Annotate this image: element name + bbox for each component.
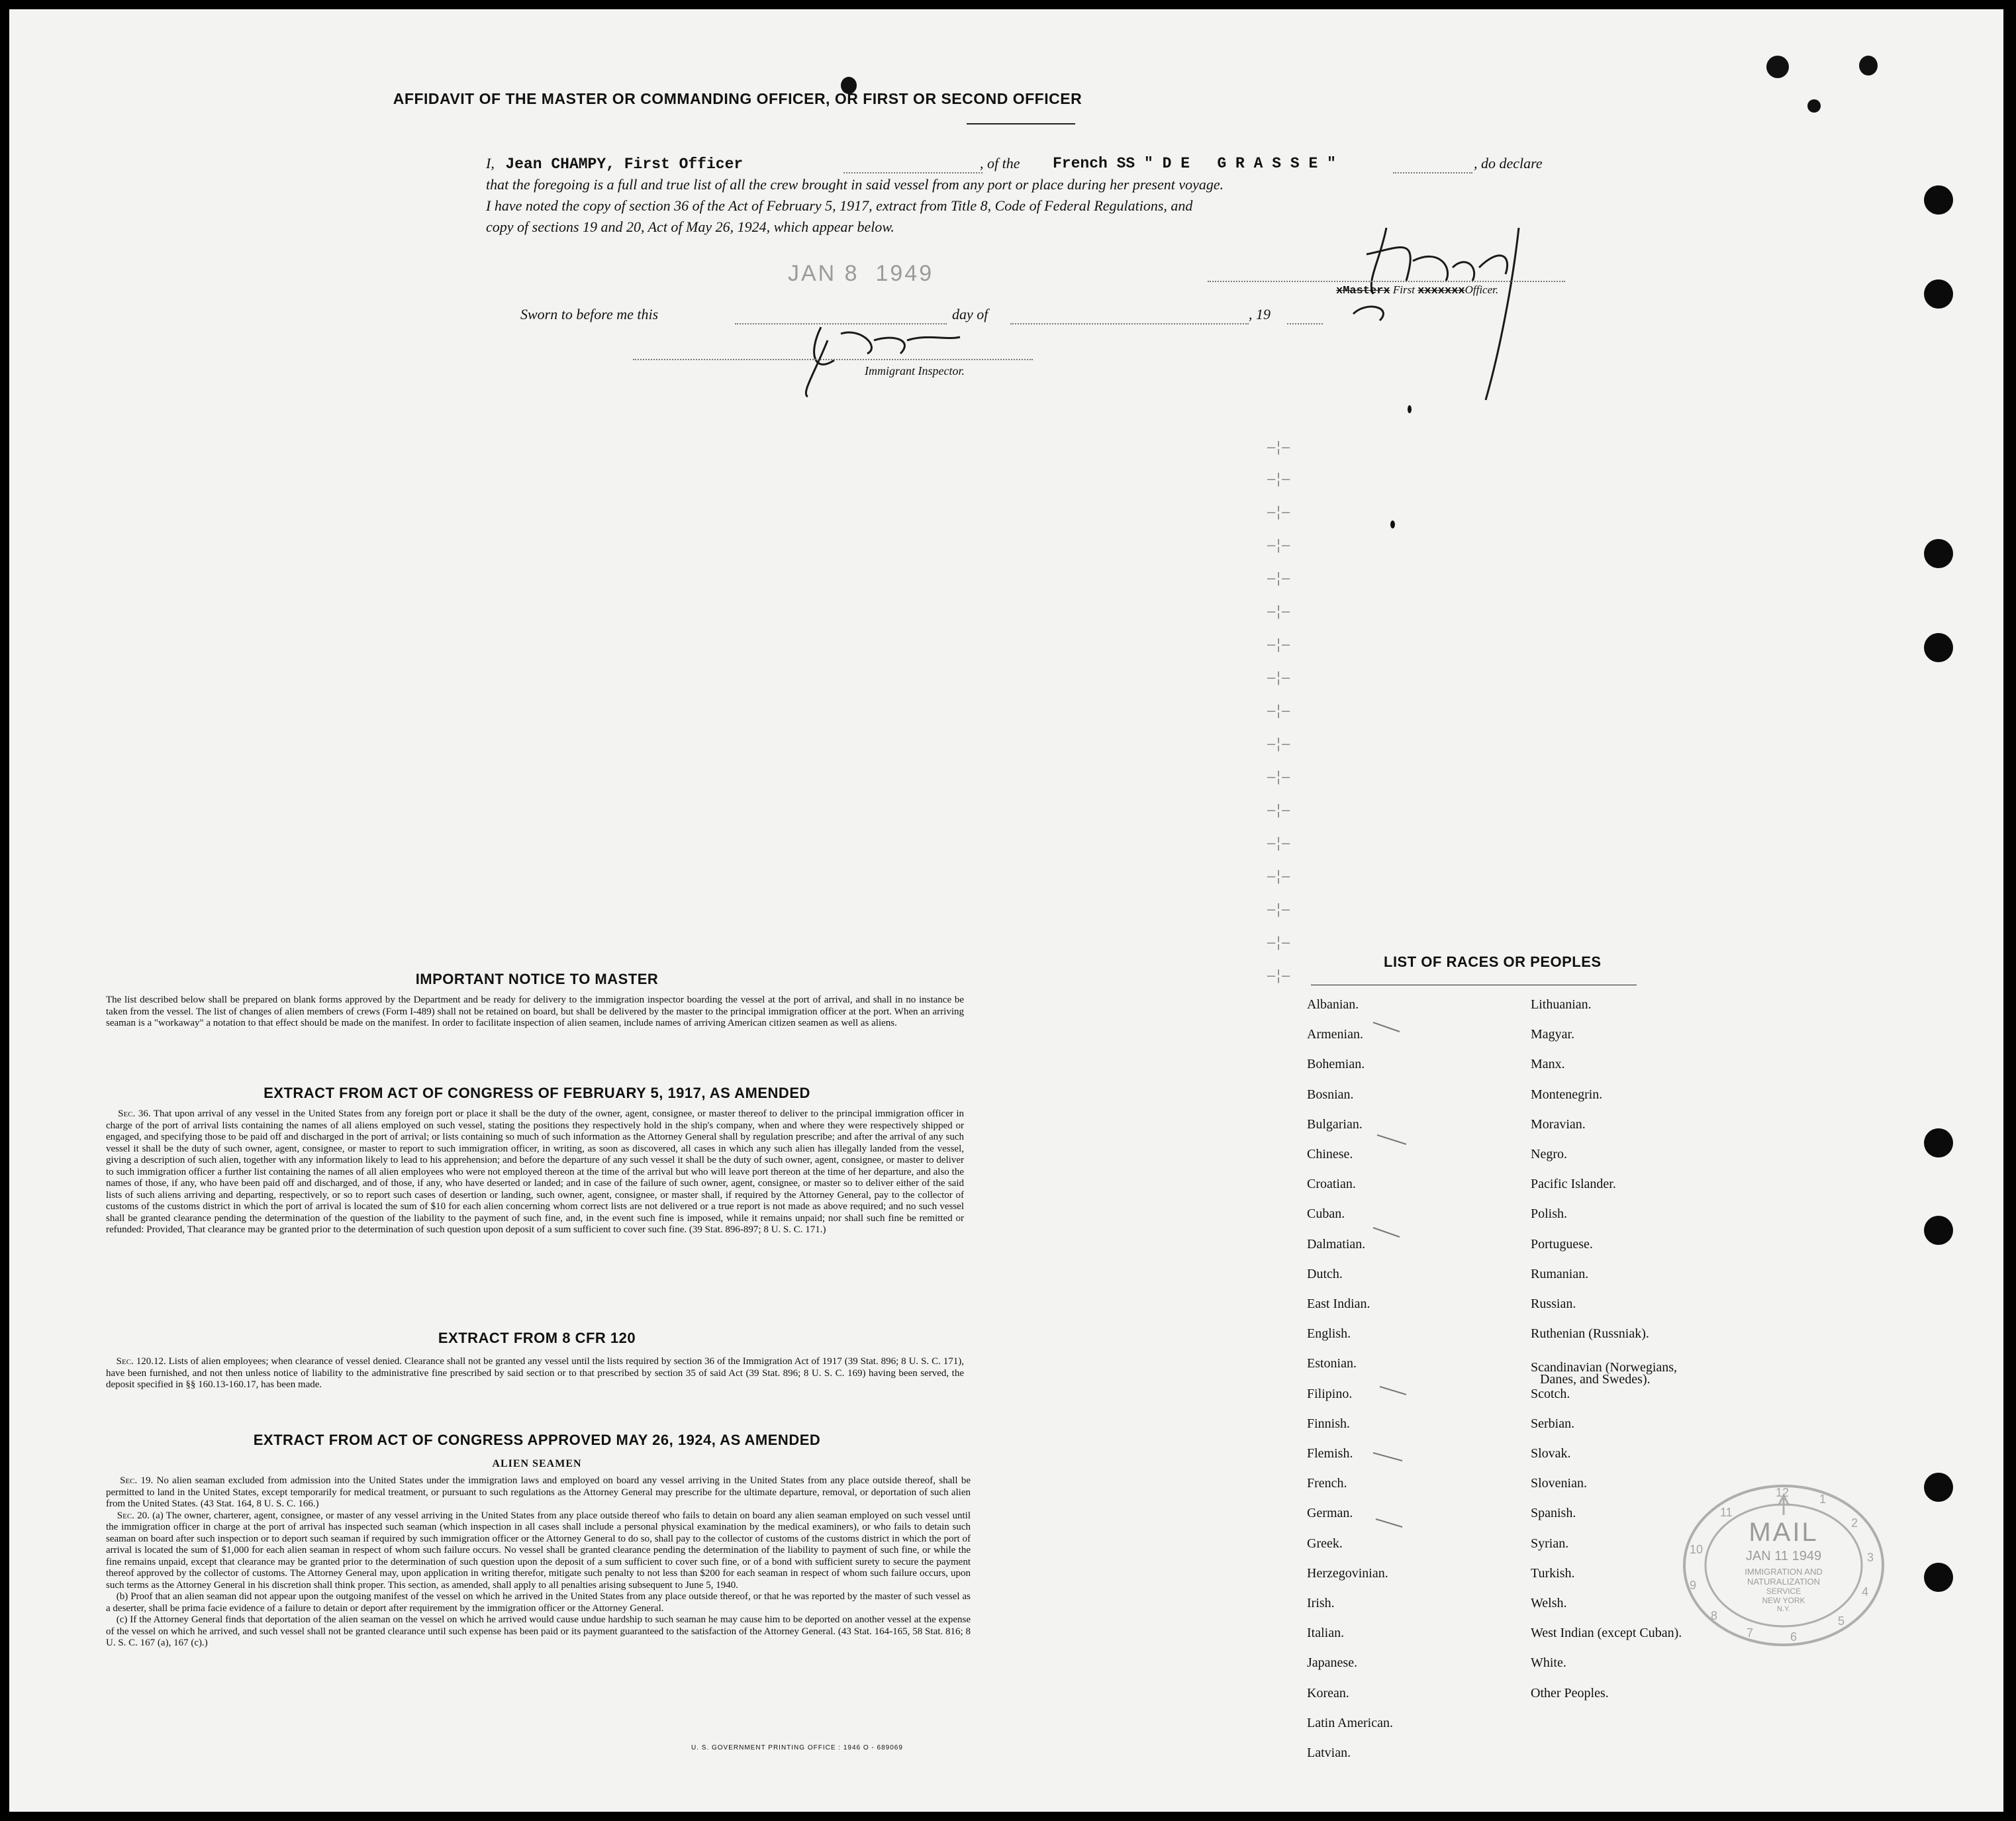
sec-19: Sec. 19. No alien seaman excluded from admission into the United States under the immigration laws and employed on board any vessel arriving in the United States from any place outside thereof, shall be permitted to land in the United States, except temporarily for medical treatment, or pursuant to such regulations as the Attorney General may prescribe for the ultimate departure, removal, or deportation of such alien from the United States. (43 Stat. 164, 8 U. S. C. 166.) bbox=[106, 1475, 971, 1509]
race-item: Flemish. bbox=[1307, 1446, 1353, 1461]
sec-20a: Sec. 20. (a) The owner, charterer, agent, consignee, or master of any vessel arriving in the United States from any place outside thereof who fails to detain on board any alien seaman employed on such vessel until the immigration officer in charge at the port of arrival has inspected such seaman (which inspection in all cases shall include a personal physical examination by the medical examiners), or who fails to detain such seaman on board after such inspection or to deport such seaman if required by such immigration officer or the Attorney General to do so, shall pay to the collector of customs of the customs district in which the port of arrival is located the sum of $1,000 for each alien seaman in respect of whom such failure occurs. No vessel shall be granted clearance pending the determination of the liability to payment of such fine, or while the fine remains unpaid, except that clearance may be granted prior to the determination of such question upon the deposit of a sum sufficient to cover such fine, or of a bond with sufficient surety to secure the payment thereof approved by the collector of customs. The Attorney General may, upon application in writing therefor, mitigate such penalty to not less than $200 for each seaman in respect of whom such failure occurs, upon such terms as the Attorney General in his discretion shall think proper. This section, as amended, shall apply to all penalties arising subsequent to June 5, 1940. bbox=[106, 1510, 971, 1591]
manifest-page: AFFIDAVIT OF THE MASTER OR COMMANDING OFFICER, OR FIRST OR SECOND OFFICER I, Jean CHAMPY, First Officer , of the French SS " D E G R A S S E " , do declare that the foregoing is a full and true list of all the crew brought in said vessel from any port or place during her present voyage. I have noted the copy of section 36 of the Act of February 5, 1917, extract from Title 8, Code of Federal Regulations, and copy of sections 19 and 20, Act of May 26, 1924, which appear below. xMasterx First xxxxxxxOfficer. JAN 8 1949 Sworn to before me this day of , 19 Immigrant Inspector. –¦– –¦– –¦– –¦– –¦– –¦– –¦– –¦– –¦– –¦– –¦– –¦– –¦– –¦– –¦– –¦– –¦– IMPORTANT NOTICE TO MASTER The list described below shall be prepared on blank forms approved by the Department and be ready for delivery to the immigration inspector boarding the vessel at the port of arrival, and shall in no instance be taken from the vessel. The list of changes of alien members of crews (Form I-489) shall not be retained on board, but shall be delivered by the master to the principal immigration officer at the port. When an arriving seaman is a "workaway" a notation to that effect should be made on the manifest. In order to facilitate inspection of alien seamen, include names of arriving American citizen seamen as well as aliens. EXTRACT FROM ACT OF CONGRESS OF FEBRUARY 5, 1917, AS AMENDED Sec. 36. That upon arrival of any vessel in the United States from any foreign port or place it shall be the duty of the owner, agent, consignee, or master thereof to deliver to the principal immigration officer in charge of the port of arrival lists containing the names of all aliens employed on such vessel, stating the positions they respectively hold in the ship's company, when and where they were respectively shipped or engaged, and specifying those to be paid off and discharged in the port of arrival; or lists containing so much of such information as the Attorney General shall by regulation prescribe; and after the arrival of any such vessel it shall be the duty of such owner, agent, consignee, or master to report to such immigration officer, in writing, as soon as discovered, all cases in which any such alien has illegally landed from the vessel, giving a description of such alien, together with any information likely to lead to his apprehension; and before the departure of any such vessel it shall be the duty of such owner, agent, consignee, or master to deliver to such immigration officer a further list containing the names of all alien employees who were not employed thereon at the time of the arrival but who will leave port thereon at the time of her departure, and also the names of those, if any, who have been paid off and discharged, and of those, if any, who have deserted or landed; and in case of the failure of such owner, agent, consignee, or master so to deliver either of the said lists of such aliens arriving and departing, respectively, or so to report such cases of desertion or landing, such owner, agent, consignee, or master shall, if required by the Attorney General, pay to the collector of customs of the customs district in which the port of arrival is located the sum of $10 for each alien concerning whom correct lists are not delivered or a true report is not made as above required; and no such vessel shall be granted clearance pending the determination of the question of the liability to the payment of such fine, and, in the event such fine is imposed, while it remains unpaid; nor shall such fine be remitted or refunded: Provided, That clearance may be granted prior to the determination of such question upon deposit of a sum sufficient to cover such fine. (39 Stat. 896-897; 8 U. S. C. 171.) EXTRACT FROM 8 CFR 120 Sec. 120.12. Lists of alien employees; when clearance of vessel denied. Clearance shall not be granted any vessel until the lists required by section 36 of the Immigration Act of 1917 (39 Stat. 896; 8 U. S. C. 171), have been furnished, and not then unless notice of liability to the administrative fine prescribed by said section or to that prescribed by section 35 of said Act (39 Stat. 896; 8 U. S. C. 169) having been served, the deposit specified in §§ 160.13-160.17, has been made. EXTRACT FROM ACT OF CONGRESS APPROVED MAY 26, 1924, AS AMENDED ALIEN SEAMEN Sec. 19. No alien seaman excluded from admission into the United States under the immigration laws and employed on board any vessel arriving in the United States from any place outside thereof, shall be permitted to land in the United States, except temporarily for medical treatment, or pursuant to such regulations as the Attorney General may prescribe for the ultimate departure, removal, or deportation of such alien from the United States. (43 Stat. 164, 8 U. S. C. 166.) Sec. 20. (a) The owner, charterer, agent, consignee, or master of any vessel arriving in the United States from any place outside thereof who fails to detain on board any alien seaman employed on such vessel until the immigration officer in charge at the port of arrival has inspected such seaman (which inspection in all cases shall include a personal physical examination by the medical examiners), or who fails to detain such seaman on board after such inspection or to deport such seaman if required by such immigration officer or the Attorney General to do so, shall pay to the collector of customs of the customs district in which the port of arrival is located the sum of $1,000 for each alien seaman in respect of whom such failure occurs. No vessel shall be granted clearance pending the determination of the liability to payment of such fine, or while the fine remains unpaid, except that clearance may be granted prior to the determination of such question upon the deposit of a sum sufficient to cover such fine, or of a bond with sufficient surety to secure the payment thereof approved by the collector of customs. The Attorney General may, upon application in writing therefor, mitigate such penalty to not less than $200 for each seaman in respect of whom such failure occurs, upon such terms as the Attorney General in his discretion shall think proper. This section, as amended, shall apply to all penalties arising subsequent to June 5, 1940. (b) Proof that an alien seaman did not appear upon the outgoing manifest of the vessel on which he arrived in the United States from any place outside thereof, or that he was reported by the master of such vessel as a deserter, shall be prima facie evidence of a failure to detain or deport after requirement by the immigration officer or the Attorney General. (c) If the Attorney General finds that deportation of the alien seaman on the vessel on which he arrived would cause undue hardship to such seaman he may cause him to be deported on another vessel at the expense of the vessel on which he arrived, and such vessel shall not be granted clearance until such expense has been paid or its payment guaranteed to the satisfaction of the Attorney General. (43 Stat. 164-165, 58 Stat. 816; 8 U. S. C. 167 (a), 167 (c).) U. S. GOVERNMENT PRINTING OFFICE : 1946 O - 689069 LIST OF RACES OR PEOPLES Albanian. Armenian. Bohemian. Bosnian. Bulgarian. Chinese. Croatian. Cuban. Dalmatian. Dutch. East Indian. English. Estonian. Filipino. Finnish. Flemish. French. German. Greek. Herzegovinian. Irish. Italian. Japanese. Korean. Latin American. Latvian. Lithuanian. Magyar. Manx. Montenegrin. Moravian. Negro. Pacific Islander. Polish. Portuguese. Rumanian. Russian. Ruthenian (Russniak). Scandinavian (Norwegians, Danes, and Swedes). Scotch. Serbian. Slovak. Slovenian. Spanish. Syrian. Turkish. Welsh. West Indian (except Cuban). White. Other Peoples. 12 1 2 3 4 5 6 7 8 9 10 11 MAIL JAN 11 1949 IMMIGRATION AND NATURALIZATION SERVICE NEW YORK N.Y. bbox=[9, 9, 2003, 1812]
declaration-pronoun: I, bbox=[486, 155, 495, 172]
year-text: , 19 bbox=[1249, 306, 1271, 322]
sworn-month-line bbox=[1010, 323, 1249, 324]
received-date-stamp: JAN 8 1949 bbox=[788, 261, 934, 286]
affidavit-title: AFFIDAVIT OF THE MASTER OR COMMANDING OFFICER, OR FIRST OR SECOND OFFICER bbox=[393, 90, 1082, 107]
race-item: Spanish. bbox=[1531, 1506, 1576, 1521]
race-item: Slovenian. bbox=[1531, 1476, 1587, 1491]
punch-hole bbox=[1924, 185, 1953, 215]
race-item: Slovak. bbox=[1531, 1446, 1571, 1461]
officer-name: Jean CHAMPY, First Officer bbox=[505, 156, 744, 173]
race-item: Scotch. bbox=[1531, 1386, 1570, 1401]
race-item: Dutch. bbox=[1307, 1266, 1343, 1281]
sec-20b: (b) Proof that an alien seaman did not appear upon the outgoing manifest of the vessel on which he arrived in the United States from any place outside thereof, or that he was reported by the master of such vessel as a deserter, shall be prima facie evidence of a failure to detain or deport after requirement by the immigration officer or the Attorney General. bbox=[106, 1591, 971, 1614]
race-item: Turkish. bbox=[1531, 1565, 1575, 1581]
extract-cfr-body: Sec. 120.12. Lists of alien employees; when clearance of vessel denied. Clearance shall not be granted any vessel until the lists required by section 36 of the Immigration Act of 1917 (39 Stat. 896; 8 U. S. C. 171), have been furnished, and not then unless notice of liability to the administrative fine prescribed by said section or to that prescribed by section 35 of said Act (39 Stat. 896; 8 U. S. C. 169) having been served, the deposit specified in §§ 160.13-160.17, has been made. bbox=[106, 1356, 965, 1390]
race-item: Dalmatian. bbox=[1307, 1236, 1366, 1252]
race-item: Negro. bbox=[1531, 1147, 1567, 1161]
extract-1924-body bbox=[106, 1475, 971, 1649]
title-underline bbox=[967, 123, 1075, 124]
race-item: Magyar. bbox=[1531, 1027, 1575, 1042]
punch-hole bbox=[1924, 1473, 1953, 1502]
mail-stamp-center bbox=[1717, 1518, 1850, 1613]
race-item: Portuguese. bbox=[1531, 1236, 1593, 1252]
race-item: Latvian. bbox=[1307, 1746, 1351, 1760]
race-item: Albanian. bbox=[1307, 997, 1359, 1012]
race-item: Latin American. bbox=[1307, 1715, 1393, 1730]
mail-stamp-line-1: IMMIGRATION AND bbox=[1745, 1567, 1823, 1577]
race-item: Syrian. bbox=[1531, 1536, 1569, 1551]
inspector-label: Immigrant Inspector. bbox=[865, 364, 965, 377]
declaration-line-3: I have noted the copy of section 36 of the Act of February 5, 1917, extract from Title 8, Code of Federal Regulations, and bbox=[486, 197, 1193, 214]
race-item: Serbian. bbox=[1531, 1416, 1575, 1431]
pencil-check-marks bbox=[1360, 1003, 1492, 1797]
race-item: French. bbox=[1307, 1476, 1347, 1491]
race-item: Moravian. bbox=[1531, 1116, 1586, 1132]
race-item: Herzegovinian. bbox=[1307, 1565, 1388, 1581]
of-the-text: , of the bbox=[980, 155, 1020, 172]
crossed-second: xxxxxxx bbox=[1417, 285, 1465, 297]
race-item: Bohemian. bbox=[1307, 1057, 1365, 1072]
mail-stamp-line-3: SERVICE bbox=[1766, 1587, 1801, 1596]
race-item: Croatian. bbox=[1307, 1177, 1356, 1192]
punch-hole bbox=[1924, 279, 1953, 309]
race-item: Lithuanian. bbox=[1531, 997, 1592, 1012]
sec-20c: (c) If the Attorney General finds that deportation of the alien seaman on the vessel on which he arrived would cause undue hardship to such seaman he may cause him to be deported on another vessel at the expense of the vessel on which he arrived, and such vessel shall not be granted clearance until such expense has been paid or its payment guaranteed to the satisfaction of the Attorney General. (43 Stat. 164-165, 58 Stat. 816; 8 U. S. C. 167 (a), 167 (c).) bbox=[106, 1614, 971, 1648]
ink-speck bbox=[1807, 99, 1821, 113]
race-item: Finnish. bbox=[1307, 1416, 1351, 1431]
ink-speck bbox=[1390, 520, 1395, 528]
race-item: Armenian. bbox=[1307, 1027, 1363, 1042]
ink-speck bbox=[1859, 56, 1878, 75]
race-item: Manx. bbox=[1531, 1057, 1565, 1072]
race-item: Rumanian. bbox=[1531, 1266, 1589, 1281]
alien-seamen-subheading: ALIEN SEAMEN bbox=[492, 1458, 582, 1469]
race-item: East Indian. bbox=[1307, 1297, 1370, 1311]
crossed-master: xMasterx bbox=[1336, 285, 1390, 297]
race-item: Cuban. bbox=[1307, 1206, 1345, 1222]
race-item: Japanese. bbox=[1307, 1655, 1358, 1671]
race-item: German. bbox=[1307, 1506, 1353, 1521]
mail-stamp-ring-numbers: 12 1 2 3 4 5 6 7 8 9 10 11 bbox=[1690, 1486, 1874, 1644]
first-word: First bbox=[1392, 283, 1415, 296]
important-notice-body: The list described below shall be prepared on blank forms approved by the Department and be ready for delivery to the immigration inspector boarding the vessel at the port of arrival, and shall in no instance be taken from the vessel. The list of changes of alien members of crews (Form I-489) shall not be retained on board, but shall be delivered by the master to the principal immigration officer at the port. When an arriving seaman is a "workaway" a notation to that effect should be made on the manifest. In order to facilitate inspection of alien seamen, include names of arriving American citizen seamen as well as aliens. bbox=[106, 995, 964, 1028]
sworn-year-line bbox=[1287, 323, 1323, 324]
race-item: Montenegrin. bbox=[1531, 1087, 1603, 1102]
vessel-line bbox=[1393, 172, 1472, 173]
race-item: Italian. bbox=[1307, 1626, 1345, 1641]
race-item: Korean. bbox=[1307, 1685, 1349, 1700]
race-item: Ruthenian (Russniak). bbox=[1531, 1326, 1649, 1342]
punch-hole bbox=[1924, 1216, 1953, 1245]
officer-signature bbox=[1340, 208, 1552, 407]
race-item: Welsh. bbox=[1531, 1596, 1567, 1610]
race-item: Estonian. bbox=[1307, 1356, 1357, 1371]
race-item: Russian. bbox=[1531, 1297, 1576, 1311]
races-heading: LIST OF RACES OR PEOPLES bbox=[1384, 954, 1602, 970]
officer-name-line bbox=[843, 172, 983, 173]
race-item: Other Peoples. bbox=[1531, 1685, 1609, 1700]
mail-stamp-date: JAN 11 1949 bbox=[1745, 1549, 1822, 1563]
race-item: West Indian (except Cuban). bbox=[1531, 1626, 1682, 1641]
race-item: Chinese. bbox=[1307, 1147, 1353, 1161]
race-item: White. bbox=[1531, 1655, 1566, 1671]
ink-speck bbox=[1766, 56, 1789, 78]
day-of-text: day of bbox=[952, 306, 988, 322]
race-item: Greek. bbox=[1307, 1536, 1343, 1551]
officer-suffix: Officer. bbox=[1464, 283, 1499, 296]
inspector-signature bbox=[794, 314, 967, 400]
punch-hole bbox=[1924, 1563, 1953, 1592]
printing-office-line: U. S. GOVERNMENT PRINTING OFFICE : 1946 O - 689069 bbox=[691, 1744, 903, 1751]
race-item: Danes, and Swedes). bbox=[1540, 1372, 1651, 1387]
important-notice-heading: IMPORTANT NOTICE TO MASTER bbox=[415, 971, 659, 987]
mail-received-stamp bbox=[1678, 1479, 1890, 1651]
punch-hole bbox=[1924, 1128, 1953, 1157]
race-item: Irish. bbox=[1307, 1596, 1335, 1610]
officer-title bbox=[1336, 283, 1498, 297]
extract-1917-body: Sec. 36. That upon arrival of any vessel in the United States from any foreign port or place it shall be the duty of the owner, agent, consignee, or master thereof to deliver to the principal immigration officer in charge of the port of arrival lists containing the names of all aliens employed on such vessel, stating the positions they respectively hold in the ship's company, when and where they were respectively shipped or engaged, and specifying those to be paid off and discharged in the port of arrival; or lists containing so much of such information as the Attorney General shall by regulation prescribe; and after the arrival of any such vessel it shall be the duty of such owner, agent, consignee, or master to report to such immigration officer, in writing, as soon as discovered, all cases in which any such alien has illegally landed from the vessel, giving a description of such alien, together with any information likely to lead to his apprehension; and before the departure of any such vessel it shall be the duty of such owner, agent, consignee, or master to deliver to such immigration officer a further list containing the names of all alien employees who were not employed thereon at the time of the arrival but who will leave port thereon at the time of her departure, and also the names of those, if any, who have been paid off and discharged, and of those, if any, who have deserted or landed; and in case of the failure of such owner, agent, consignee, or master so to deliver either of the said lists of such aliens arriving and departing, respectively, or so to report such cases of desertion or landing, such owner, agent, consignee, or master shall, if required by the Attorney General, pay to the collector of customs of the customs district in which the port of arrival is located the sum of $10 for each alien concerning whom correct lists are not delivered or a true report is not made as above required; and no such vessel shall be granted clearance pending the determination of the question of the liability to the payment of such fine, and, in the event such fine is imposed, while it remains unpaid; nor shall such fine be remitted or refunded: Provided, That clearance may be granted prior to the determination of such question upon deposit of a sum sufficient to cover such fine. (39 Stat. 896-897; 8 U. S. C. 171.) bbox=[106, 1108, 964, 1235]
punch-hole bbox=[1924, 633, 1953, 662]
mail-stamp-line-2: NATURALIZATION bbox=[1747, 1577, 1821, 1587]
declaration-line-1 bbox=[486, 155, 743, 173]
extract-cfr-heading: EXTRACT FROM 8 CFR 120 bbox=[438, 1330, 636, 1346]
race-item: Polish. bbox=[1531, 1206, 1568, 1222]
officer-signature-line bbox=[1208, 281, 1565, 282]
extract-1924-heading: EXTRACT FROM ACT OF CONGRESS APPROVED MAY 26, 1924, AS AMENDED bbox=[253, 1432, 821, 1448]
vessel-name: French SS " D E G R A S S E " bbox=[1053, 155, 1336, 172]
mail-stamp-line-5: N.Y. bbox=[1777, 1605, 1790, 1613]
race-item: Pacific Islander. bbox=[1531, 1177, 1616, 1192]
declaration-line-2: that the foregoing is a full and true list of all the crew brought in said vessel from any port or place during her present voyage. bbox=[486, 176, 1224, 193]
declaration-line-4: copy of sections 19 and 20, Act of May 26, 1924, which appear below. bbox=[486, 219, 894, 235]
race-item: Scandinavian (Norwegians, bbox=[1531, 1360, 1678, 1375]
extract-1917-heading: EXTRACT FROM ACT OF CONGRESS OF FEBRUARY 5, 1917, AS AMENDED bbox=[264, 1085, 810, 1101]
mail-stamp-word: MAIL bbox=[1749, 1518, 1819, 1547]
race-item: Filipino. bbox=[1307, 1386, 1353, 1401]
sworn-text: Sworn to before me this bbox=[520, 306, 659, 322]
race-item: Bosnian. bbox=[1307, 1087, 1354, 1102]
do-declare-text: , do declare bbox=[1474, 155, 1543, 172]
race-item: Bulgarian. bbox=[1307, 1116, 1363, 1132]
mail-stamp-line-4: NEW YORK bbox=[1762, 1596, 1805, 1605]
race-item: English. bbox=[1307, 1326, 1351, 1342]
punch-hole bbox=[1924, 539, 1953, 568]
inspector-signature-line bbox=[633, 359, 1033, 360]
